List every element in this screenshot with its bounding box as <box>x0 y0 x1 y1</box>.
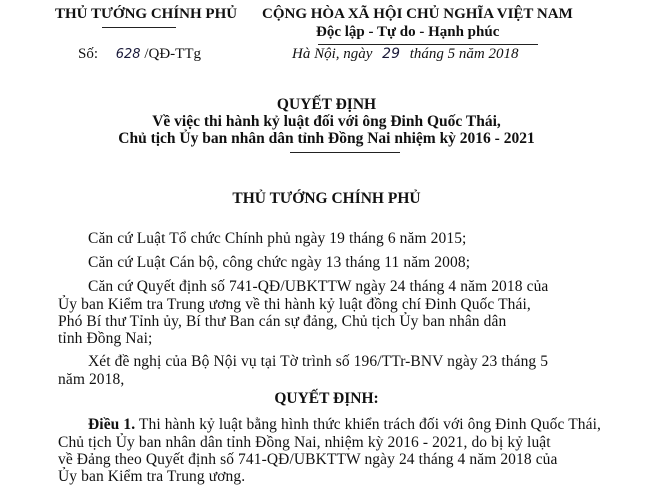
preamble-line: Căn cứ Quyết định số 741-QĐ/UBKTTW ngày 24 tháng 4 năm 2018 của <box>88 278 549 295</box>
number-prefix: Số: <box>78 46 99 62</box>
document-title: QUYẾT ĐỊNH <box>276 96 377 113</box>
national-motto: Độc lập - Tự do - Hạnh phúc <box>316 24 500 40</box>
preamble-line: Căn cứ Luật Cán bộ, công chức ngày 13 tháng 11 năm 2008; <box>88 254 471 271</box>
date-suffix: tháng 5 năm 2018 <box>409 46 519 62</box>
document-subtitle-line1: Về việc thi hành kỷ luật đối với ông Đinh Quốc Thái, <box>152 113 501 130</box>
number-suffix: /QĐ-TTg <box>144 46 201 62</box>
date-day: 29 <box>382 46 400 62</box>
article-1-line: Chủ tịch Ủy ban nhân dân tỉnh Đồng Nai, nhiệm kỳ 2016 - 2021, do bị kỷ luật <box>58 434 551 451</box>
article-1-label: Điều 1. <box>88 416 136 433</box>
number-value: 628 <box>115 47 141 62</box>
article-1-line <box>88 416 601 434</box>
preamble-line: năm 2018, <box>58 371 125 388</box>
agency-underline <box>102 27 176 28</box>
preamble-line: tỉnh Đồng Nai; <box>58 330 153 347</box>
national-title: CỘNG HÒA XÃ HỘI CHỦ NGHĨA VIỆT NAM <box>262 6 573 22</box>
date-prefix: Hà Nội, ngày <box>292 46 373 62</box>
motto-underline <box>318 44 538 45</box>
article-1-line: về Đảng theo Quyết định số 741-QĐ/UBKTTW ngày 24 tháng 4 năm 2018 của <box>58 451 558 468</box>
document-number <box>78 46 201 63</box>
preamble-line: Ủy ban Kiểm tra Trung ương về thi hành kỷ luật đồng chí Đinh Quốc Thái, <box>58 296 531 313</box>
article-1-text: Thi hành kỷ luật bằng hình thức khiển trách đối với ông Đinh Quốc Thái, <box>138 416 601 433</box>
issue-date <box>292 46 519 63</box>
article-1-line: Ủy ban Kiểm tra Trung ương. <box>58 468 246 485</box>
issuer-heading: THỦ TƯỚNG CHÍNH PHỦ <box>232 190 421 207</box>
preamble-line: Xét đề nghị của Bộ Nội vụ tại Tờ trình số 196/TTr-BNV ngày 23 tháng 5 <box>88 353 549 370</box>
issuing-agency: THỦ TƯỚNG CHÍNH PHỦ <box>55 6 238 22</box>
title-underline <box>290 152 400 153</box>
preamble-line: Phó Bí thư Tỉnh ủy, Bí thư Ban cán sự đảng, Chủ tịch Ủy ban nhân dân <box>58 313 507 330</box>
preamble-line: Căn cứ Luật Tổ chức Chính phủ ngày 19 tháng 6 năm 2015; <box>88 230 467 247</box>
decision-heading: QUYẾT ĐỊNH: <box>274 390 379 407</box>
document-subtitle-line2: Chủ tịch Ủy ban nhân dân tỉnh Đồng Nai nhiệm kỳ 2016 - 2021 <box>118 130 535 147</box>
